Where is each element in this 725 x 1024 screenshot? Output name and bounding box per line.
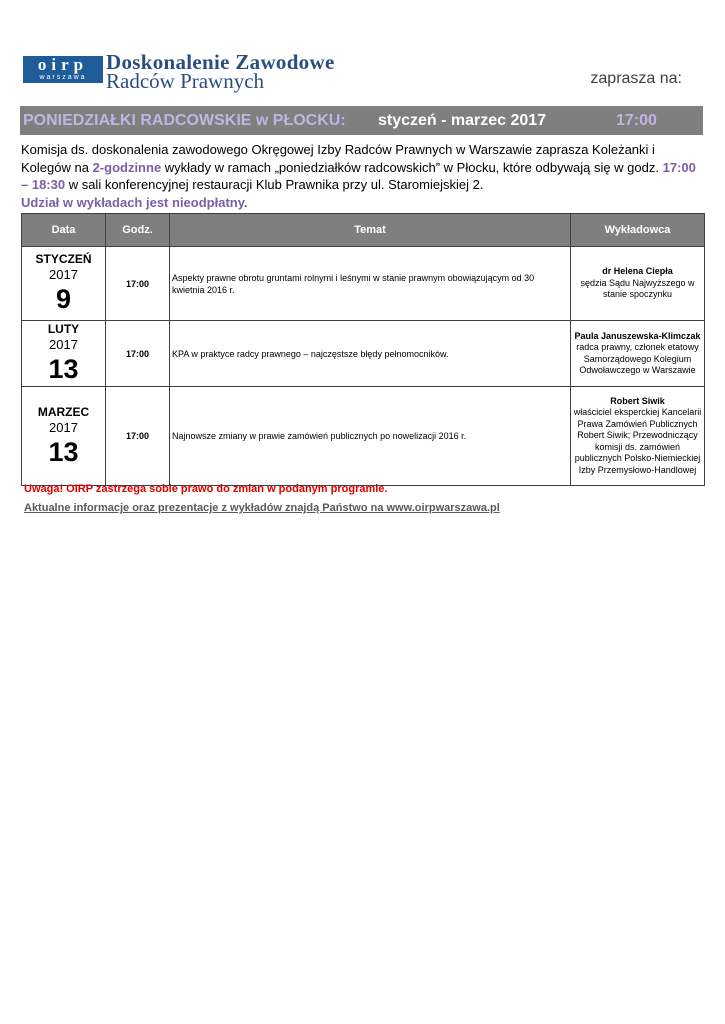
oirp-logo: [23, 56, 103, 83]
lecturer-description: sędzia Sądu Najwyższego w stanie spoczynku: [580, 277, 695, 300]
brand-title-line2: Radców Prawnych: [106, 69, 265, 93]
intro-hours-highlight: 2-godzinne: [92, 159, 162, 175]
lecturer-cell: [571, 321, 705, 387]
topic-cell: Najnowsze zmiany w prawie zamówień publicznych po nowelizacji 2016 r.: [170, 387, 571, 486]
lecturer-name: dr Helena Ciepła: [602, 266, 673, 277]
program-change-notice: Uwaga! OIRP zastrzega sobie prawo do zmian w podanym programie.: [24, 483, 388, 495]
header-lecturer: Wykładowca: [571, 214, 705, 247]
date-cell: [22, 247, 106, 321]
header-topic: Temat: [170, 214, 571, 247]
event-banner: [20, 106, 703, 135]
logo-sub-text: warszawa: [39, 74, 87, 81]
table-header-row: [22, 214, 705, 247]
year: 2017: [49, 267, 78, 282]
time-cell: 17:00: [106, 247, 170, 321]
header-date: Data: [22, 214, 106, 247]
banner-title: PONIEDZIAŁKI RADCOWSKIE w PŁOCKU:: [23, 112, 346, 129]
website-info-link[interactable]: Aktualne informacje oraz prezentacje z wykładów znajdą Państwo na www.oirpwarszawa.pl: [24, 502, 500, 514]
invite-text: zaprasza na:: [590, 70, 682, 87]
table-row: [22, 247, 705, 321]
schedule-table: [21, 213, 705, 486]
lecturer-name: Robert Siwik: [610, 395, 665, 406]
lecturer-name: Paula Januszewska-Klimczak: [574, 330, 701, 341]
day: 13: [48, 354, 79, 384]
intro-text-2: wykłady w ramach „poniedziałków radcowskich” w Płocku, które odbywają się w godz.: [161, 159, 663, 175]
logo-main-text: oirp: [37, 55, 89, 74]
year: 2017: [49, 337, 78, 352]
time-cell: 17:00: [106, 321, 170, 387]
lecturer-description: właściciel eksperckiej Kancelarii Prawa Zamówień Publicznych Robert Siwik; Przewodniczący komisji ds. zamówień publicznych Polsko-Niemieckiej Izby Przemysłowo-Handlowej: [573, 407, 702, 475]
year: 2017: [49, 419, 78, 435]
time-cell: 17:00: [106, 387, 170, 486]
table-row: [22, 387, 705, 486]
intro-time-highlight: 17:00 – 18:30: [21, 159, 696, 192]
date-cell: [22, 387, 106, 486]
day: 9: [55, 284, 72, 314]
table-row: [22, 321, 705, 387]
intro-text-3: w sali konferencyjnej restauracji Klub Prawnika przy ul. Staromiejskiej 2.: [65, 177, 484, 192]
lecturer-cell: [571, 387, 705, 486]
intro-text-1: Komisja ds. doskonalenia zawodowego Okręgowej Izby Radców Prawnych w Warszawie zaprasza Koleżanki i Kolegów na: [21, 142, 655, 175]
intro-paragraph: [21, 141, 704, 211]
banner-time: 17:00: [616, 112, 657, 129]
lecturer-description: radca prawny, członek etatowy Samorządowego Kolegium Odwoławczego w Warszawie: [576, 342, 699, 375]
free-participation-note: Udział w wykładach jest nieodpłatny.: [21, 194, 248, 210]
brand-title-line1: Doskonalenie Zawodowe: [106, 50, 335, 74]
day: 13: [48, 436, 79, 467]
month: LUTY: [47, 322, 80, 336]
month: STYCZEŃ: [35, 252, 92, 266]
month: MARZEC: [37, 404, 90, 419]
banner-period: styczeń - marzec 2017: [378, 112, 547, 129]
topic-cell: Aspekty prawne obrotu gruntami rolnymi i leśnymi w stanie prawnym obowiązującym od 30 kwietnia 2016 r.: [170, 247, 571, 321]
lecturer-cell: [571, 247, 705, 321]
topic-cell: KPA w praktyce radcy prawnego – najczęstsze błędy pełnomocników.: [170, 321, 571, 387]
date-cell: [22, 321, 106, 387]
header-time: Godz.: [106, 214, 170, 247]
